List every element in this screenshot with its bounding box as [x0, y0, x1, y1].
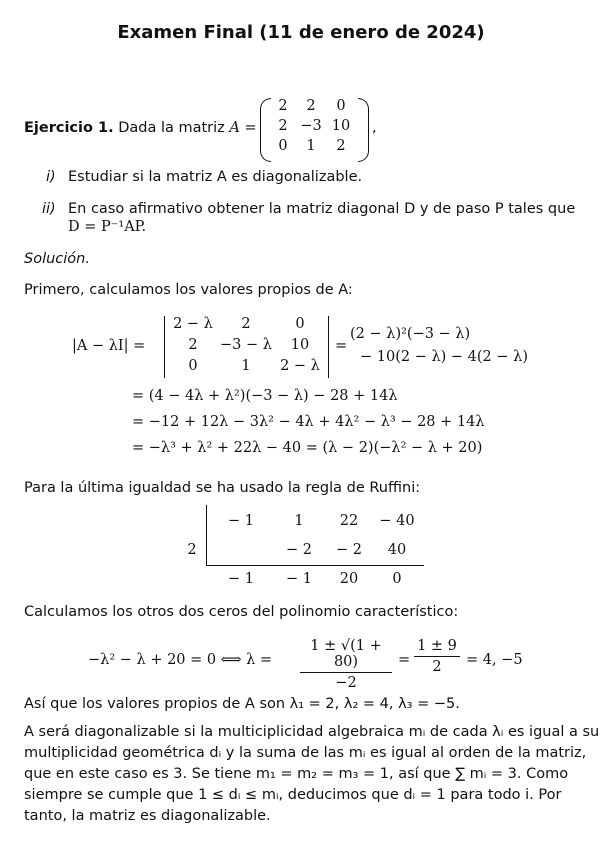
matrix-cell: 2 [278, 118, 288, 134]
det-rhs-line2: − 10(2 − λ) − 4(2 − λ) [360, 349, 528, 365]
matrix-cell: −3 [300, 118, 322, 134]
ruffini-cell: − 40 [379, 513, 415, 529]
exercise-statement [24, 120, 257, 136]
det-equals: = [335, 338, 348, 354]
solution-paragraph-1: Primero, calculamos los valores propios de A: [24, 282, 353, 298]
det-cell: −3 − λ [220, 337, 272, 353]
quad-equals: = [398, 652, 411, 668]
det-cell: 0 [295, 316, 305, 332]
det-bar-left [164, 316, 165, 378]
ruffini-horizontal-line [206, 565, 424, 566]
det-bar-right [328, 316, 329, 378]
item-ii-text-line1: En caso afirmativo obtener la matriz diagonal D y de paso P tales que [68, 201, 576, 217]
matrix-trail: , [372, 120, 377, 136]
ruffini-cell: − 2 [336, 542, 362, 558]
det-cell: 2 [241, 316, 251, 332]
solution-paragraph-5-line: siempre se cumple que 1 ≤ dᵢ ≤ mᵢ, deducimos que dᵢ = 1 para todo i. Por [24, 787, 562, 803]
item-ii-text-line2: D = P⁻¹AP. [68, 219, 147, 235]
ruffini-cell: − 1 [286, 571, 312, 587]
ruffini-cell: 40 [387, 542, 407, 558]
ruffini-cell: − 2 [286, 542, 312, 558]
exercise-intro: Dada la matriz [118, 120, 225, 136]
item-i-text: Estudiar si la matriz A es diagonalizable. [68, 169, 363, 185]
fraction-2-denominator: 2 [432, 659, 442, 675]
fraction-2 [414, 638, 460, 675]
ruffini-root: 2 [187, 542, 197, 558]
fraction-2-bar [414, 656, 460, 657]
item-i-num: i) [46, 169, 56, 185]
fraction-1-denominator: −2 [335, 675, 357, 691]
item-ii-num: ii) [42, 201, 56, 217]
det-lhs: |A − λI| = [72, 338, 146, 354]
det-cell: 0 [188, 358, 198, 374]
det-cell: 2 − λ [173, 316, 213, 332]
equation-line: = (4 − 4λ + λ²)(−3 − λ) − 28 + 14λ [132, 388, 398, 404]
solution-paragraph-2: Para la última igualdad se ha usado la regla de Ruffini: [24, 480, 421, 496]
ruffini-cell: − 1 [228, 571, 254, 587]
matrix-cell: 0 [336, 98, 346, 114]
solution-paragraph-4: Así que los valores propios de A son λ₁ = 2, λ₂ = 4, λ₃ = −5. [24, 696, 460, 712]
ruffini-vertical-line [206, 505, 207, 565]
matrix-lhs: A = [229, 120, 257, 136]
solution-paragraph-3: Calculamos los otros dos ceros del polinomio característico: [24, 604, 459, 620]
quad-result: = 4, −5 [466, 652, 523, 668]
right-paren [358, 98, 369, 162]
matrix-cell: 0 [278, 138, 288, 154]
fraction-1 [300, 638, 392, 691]
det-matrix [164, 316, 330, 378]
matrix-cell: 2 [278, 98, 288, 114]
ruffini-table [180, 505, 425, 593]
solution-paragraph-5-line: A será diagonalizable si la multiciplicidad algebraica mᵢ de cada λᵢ es igual a su [24, 724, 600, 740]
fraction-1-numerator: 1 ± √(1 + 80) [310, 638, 382, 670]
det-cell: 10 [290, 337, 310, 353]
det-cell: 2 − λ [280, 358, 320, 374]
ruffini-cell: 0 [392, 571, 402, 587]
ruffini-cell: 22 [339, 513, 359, 529]
solution-label: Solución. [24, 251, 90, 267]
equation-line: = −12 + 12λ − 3λ² − 4λ + 4λ² − λ³ − 28 + 14λ [132, 414, 485, 430]
ruffini-cell: − 1 [228, 513, 254, 529]
page-title: Examen Final (11 de enero de 2024) [117, 22, 485, 43]
det-cell: 2 [188, 337, 198, 353]
ruffini-cell: 20 [339, 571, 359, 587]
matrix-cell: 10 [331, 118, 351, 134]
exercise-label: Ejercicio 1. [24, 120, 114, 136]
matrix-cell: 2 [306, 98, 316, 114]
det-rhs-line1: (2 − λ)²(−3 − λ) [350, 326, 471, 342]
solution-paragraph-5-line: que en este caso es 3. Se tiene m₁ = m₂ = m₃ = 1, así que ∑ mᵢ = 3. Como [24, 766, 569, 782]
matrix-cell: 2 [336, 138, 346, 154]
fraction-1-bar [300, 672, 392, 673]
matrix-cell: 1 [306, 138, 316, 154]
solution-paragraph-5-line: multiplicidad geométrica dᵢ y la suma de las mᵢ es igual al orden de la matriz, [24, 745, 587, 761]
quad-lhs: −λ² − λ + 20 = 0 ⟺ λ = [88, 652, 273, 668]
det-cell: 1 [241, 358, 251, 374]
matrix-a [260, 98, 370, 160]
ruffini-cell: 1 [294, 513, 304, 529]
equation-line: = −λ³ + λ² + 22λ − 40 = (λ − 2)(−λ² − λ + 20) [132, 440, 483, 456]
fraction-2-numerator: 1 ± 9 [417, 638, 457, 654]
solution-paragraph-5-line: tanto, la matriz es diagonalizable. [24, 808, 271, 824]
